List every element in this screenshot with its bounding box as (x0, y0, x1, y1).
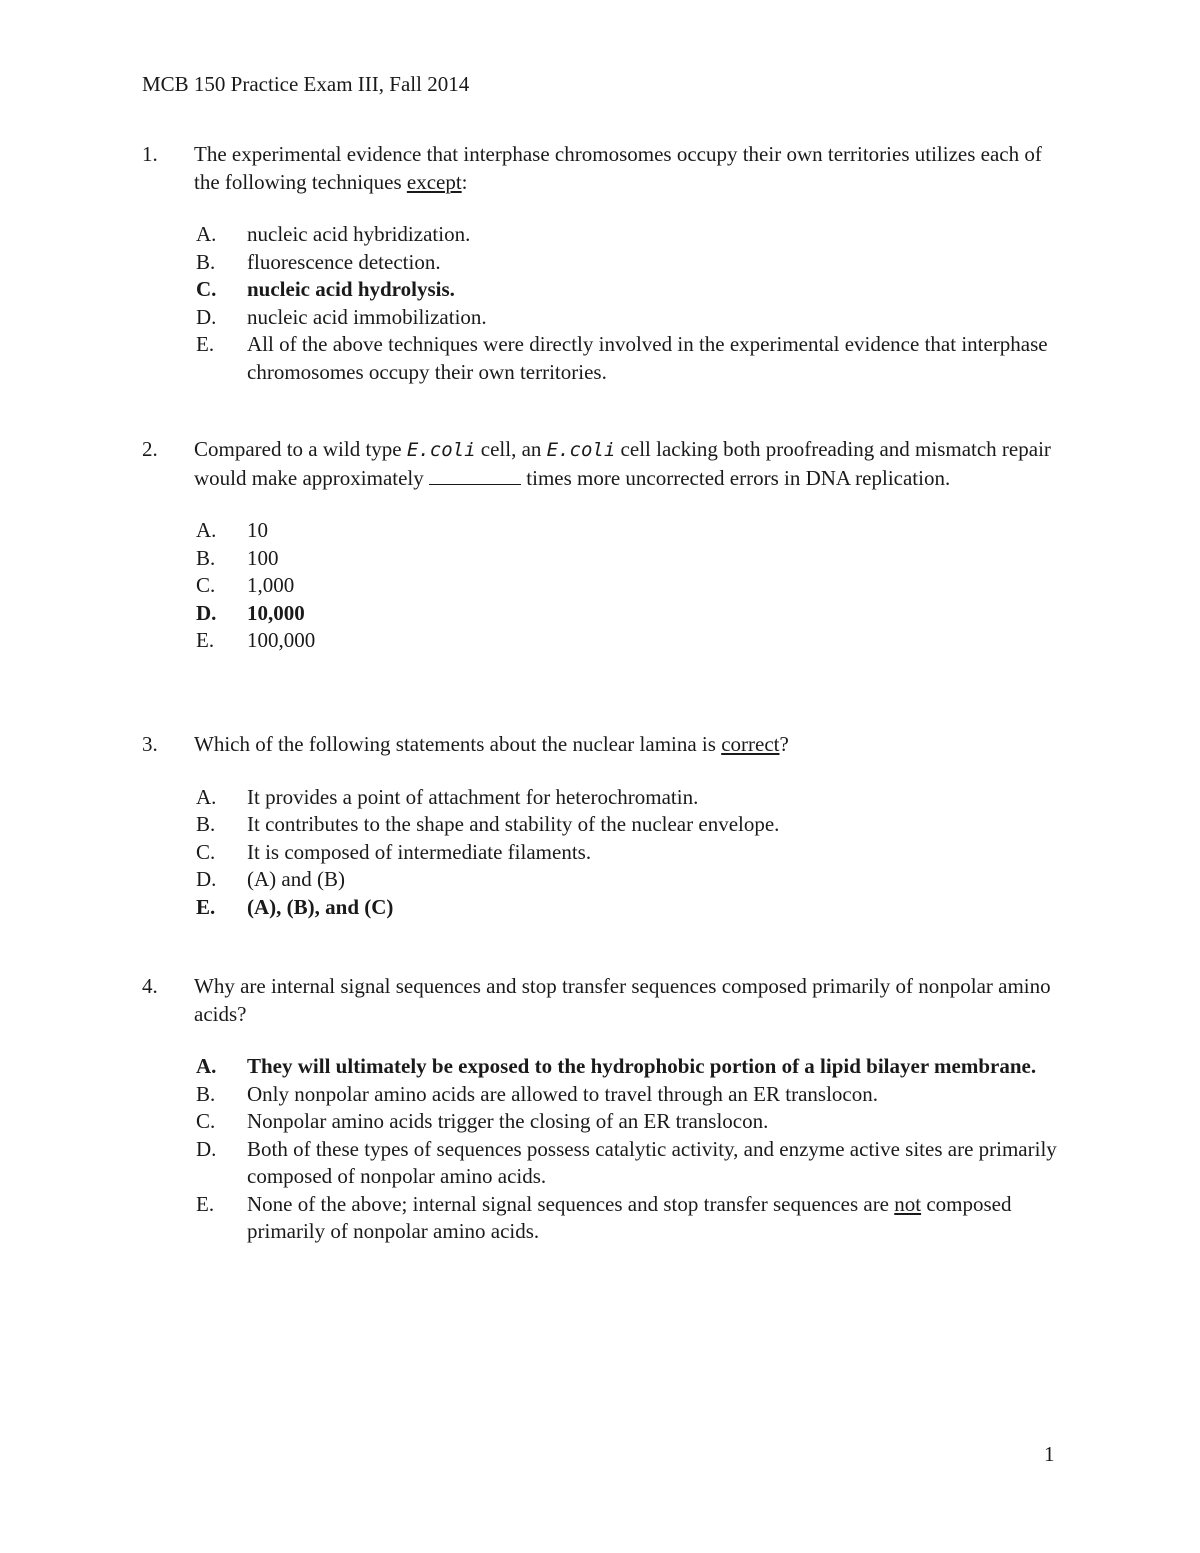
choice-e (142, 627, 1062, 655)
choice-letter: C. (196, 277, 217, 301)
choice-d (142, 1136, 1062, 1191)
organism-name: E.coli (546, 439, 616, 461)
choice-text: None of the above; internal signal sequences and stop transfer sequences are (247, 1191, 895, 1216)
page-title: MCB 150 Practice Exam III, Fall 2014 (142, 72, 470, 96)
choice-c (142, 572, 1062, 600)
choice-text-end: composed primarily of nonpolar amino acids. (247, 1191, 1012, 1243)
choice-letter: A. (196, 222, 217, 246)
choice-e (142, 1191, 1062, 1246)
question-4 (142, 973, 1062, 1246)
choice-e (142, 331, 1062, 386)
stem-text-end: : (461, 169, 468, 194)
choice-letter: C. (196, 573, 216, 597)
choice-a-correct (142, 1053, 1062, 1081)
choice-b (142, 811, 1062, 839)
choice-list (142, 1053, 1062, 1246)
choice-text: 10,000 (247, 600, 305, 625)
choice-letter: D. (196, 600, 217, 625)
choice-c-correct (142, 276, 1062, 304)
question-1 (142, 141, 1062, 386)
page-number: 1 (1044, 1442, 1055, 1466)
choice-b (142, 545, 1062, 573)
stem-text: Which of the following statements about the nuclear lamina is (194, 732, 722, 756)
question-number: 4. (142, 974, 158, 998)
choice-letter: E. (196, 332, 215, 356)
choice-letter: C. (196, 839, 216, 864)
choice-letter: A. (196, 518, 217, 542)
choice-d (142, 304, 1062, 332)
stem-text: cell lacking both proofreading and mismatch repair would make approximately (194, 437, 1051, 490)
choice-letter: D. (196, 867, 217, 891)
stem-text: Compared to a wild type (194, 437, 407, 461)
stem-emphasis: except (406, 169, 462, 194)
choice-text: nucleic acid hydrolysis. (247, 277, 455, 301)
question-stem (142, 973, 1062, 1028)
question-3 (142, 731, 1062, 921)
stem-emphasis: correct (721, 732, 780, 756)
stem-text: The experimental evidence that interphase chromosomes occupy their own territories utilizes each of the following techniques (194, 142, 1042, 194)
choice-emphasis: not (894, 1191, 922, 1216)
stem-text: cell, an (475, 437, 547, 461)
choice-a (142, 784, 1062, 812)
question-number: 1. (142, 142, 158, 166)
choice-text: nucleic acid immobilization. (247, 304, 487, 329)
choice-d-correct (142, 600, 1062, 628)
choice-text: They will ultimately be exposed to the hydrophobic portion of a lipid bilayer membrane. (247, 1054, 1037, 1078)
choice-text: Only nonpolar amino acids are allowed to travel through an ER translocon. (247, 1081, 878, 1106)
choice-letter: A. (196, 1054, 217, 1078)
question-number: 2. (142, 437, 158, 461)
question-2 (142, 436, 1062, 655)
answer-blank (429, 466, 521, 485)
choice-letter: B. (196, 545, 216, 570)
choice-text: (A), (B), and (C) (247, 894, 394, 919)
choice-text: (A) and (B) (247, 867, 345, 891)
choice-letter: B. (196, 249, 216, 274)
choice-text: It contributes to the shape and stability of the nuclear envelope. (247, 812, 780, 836)
choice-list (142, 517, 1062, 655)
choice-text: 1,000 (247, 573, 295, 597)
choice-list (142, 221, 1062, 386)
choice-text: It provides a point of attachment for heterochromatin. (247, 784, 699, 809)
choice-letter: E. (196, 1191, 215, 1216)
question-stem (142, 731, 1062, 759)
choice-letter: A. (196, 784, 217, 809)
choice-letter: D. (196, 1136, 217, 1161)
choice-letter: D. (196, 304, 217, 329)
choice-letter: B. (196, 1081, 216, 1106)
choice-c (142, 1108, 1062, 1136)
choice-letter: B. (196, 812, 216, 836)
organism-name: E.coli (406, 439, 476, 461)
choice-b (142, 1081, 1062, 1109)
choice-d (142, 866, 1062, 894)
choice-letter: E. (196, 894, 216, 919)
choice-b (142, 249, 1062, 277)
question-stem (142, 141, 1062, 196)
choice-a (142, 221, 1062, 249)
choice-text: nucleic acid hybridization. (247, 222, 471, 246)
question-number: 3. (142, 732, 158, 756)
question-stem (142, 436, 1062, 492)
choice-a (142, 517, 1062, 545)
stem-text-end: ? (779, 732, 789, 756)
choice-text: It is composed of intermediate filaments. (247, 839, 592, 864)
stem-text: times more uncorrected errors in DNA replication. (521, 465, 951, 490)
choice-list (142, 784, 1062, 922)
choice-text: 100,000 (247, 628, 316, 652)
choice-text: Both of these types of sequences possess catalytic activity, and enzyme active sites are primarily composed of nonpolar amino acids. (247, 1136, 1057, 1188)
choice-text: 100 (247, 545, 279, 570)
choice-text: fluorescence detection. (247, 249, 441, 274)
stem-text: Why are internal signal sequences and stop transfer sequences composed primarily of nonpolar amino acids? (194, 974, 1051, 1026)
choice-e-correct (142, 894, 1062, 922)
choice-c (142, 839, 1062, 867)
choice-letter: E. (196, 628, 215, 652)
choice-letter: C. (196, 1109, 216, 1133)
choice-text: 10 (247, 518, 268, 542)
choice-text: Nonpolar amino acids trigger the closing of an ER translocon. (247, 1109, 769, 1133)
choice-text: All of the above techniques were directly involved in the experimental evidence that interphase chromosomes occupy their own territories. (247, 332, 1048, 384)
